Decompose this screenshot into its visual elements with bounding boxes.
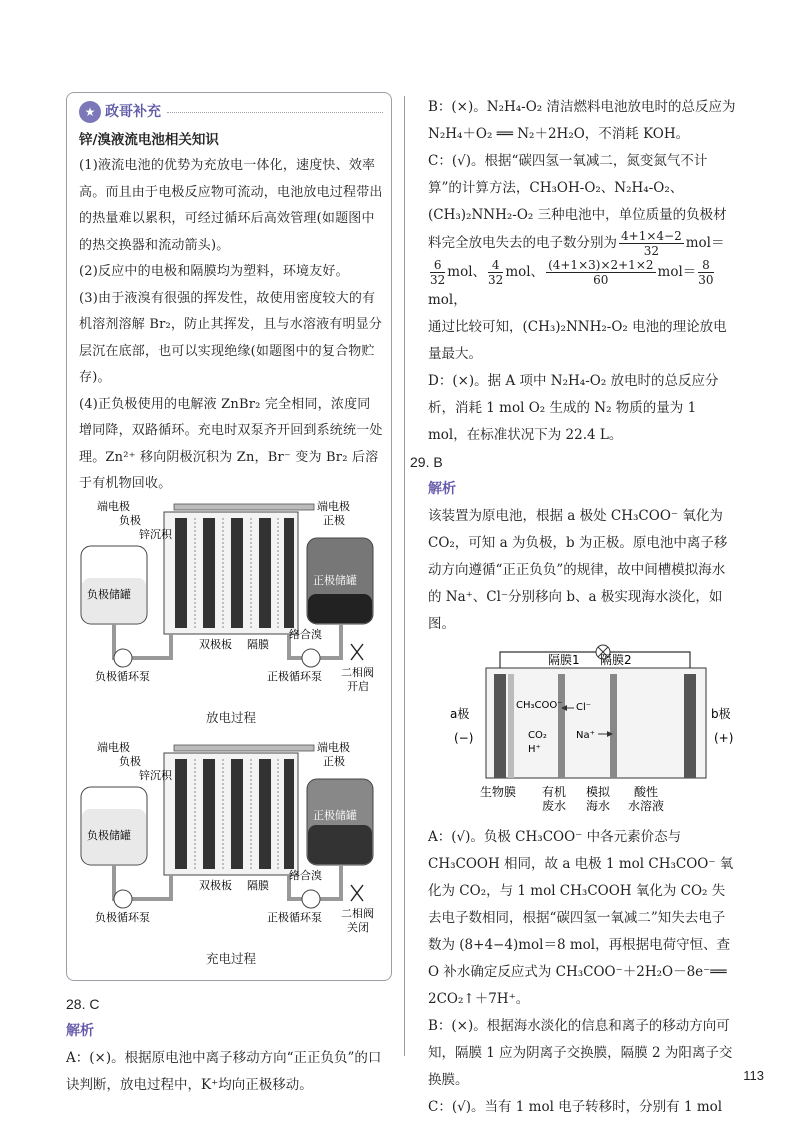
supplement-header: [79, 99, 383, 125]
q28-c-conclusion: 通过比较可知，(CH₃)₂NNH₂-O₂ 电池的理论放电量最大。: [428, 319, 727, 362]
charge-caption: 充电过程: [205, 950, 256, 966]
biofilm: [508, 674, 514, 778]
left-column: [66, 92, 392, 1099]
q28-option-d: D：(×)。据 A 项中 N₂H₄-O₂ 放电时的总反应分析，消耗 1 mol O₂ 生成的 N₂ 物质的量为 1 mol，在标准状况下为 22.4 L。: [428, 373, 719, 443]
star-icon: ★: [79, 101, 101, 123]
co2-label: CO₂: [528, 730, 547, 741]
fig2-label: 双极板: [199, 878, 232, 892]
acid-label-1: 酸性: [634, 785, 659, 799]
fig2-label: 正极循环泵: [267, 910, 322, 924]
q29-number: 29. B: [410, 454, 443, 470]
membrane-1: [558, 674, 565, 778]
fig1-label: 正极: [323, 513, 345, 527]
header-divider: [167, 112, 383, 113]
electrode-a: [494, 674, 506, 778]
a-pole-label: a极: [450, 707, 470, 721]
supplement-title: 政哥补充: [105, 103, 161, 120]
organic-label-1: 有机: [542, 785, 567, 799]
biofilm-label: 生物膜: [480, 785, 517, 799]
positive-pump-icon: [302, 890, 320, 908]
electrode-b: [684, 674, 696, 778]
fig1-label: 正极储罐: [313, 573, 357, 587]
q28-number: 28. C: [66, 995, 100, 1012]
q28-option-c: C：(√)。根据“碳四氢一氧减二，氮变氮气不计算”的计算方法，CH₃OH-O₂、N₂H₄-O₂、(CH₃)₂NNH₂-O₂ 三种电池中，单位质量的负极材料完全放电失去的电子数分别为 $\frac{4+1\times 4-2}{32}$ mol＝ $\frac{6}{32}$ mol、 $\frac{4}{32}$ mol、 $\frac{(4+1\times 3)\times 2+1\times 2}{60}$ mol＝ $\frac{8}{30}$ mol，: [428, 153, 727, 308]
fig1-label: 开启: [347, 679, 369, 693]
minus-label: (−): [454, 731, 474, 745]
acetate-label: CH₃COO⁻: [516, 700, 563, 711]
fig2-label: 端电极: [317, 740, 350, 754]
supplement-subtitle: 锌/溴液流电池相关知识: [79, 132, 219, 148]
fig1-label: 负极循环泵: [95, 669, 150, 683]
discharge-figure: [79, 498, 383, 731]
fig2-label: 正极: [323, 754, 345, 768]
membrane1-label: 隔膜1: [548, 653, 580, 667]
negative-pump-icon: [114, 649, 132, 667]
hplus-label: H⁺: [528, 744, 541, 755]
positive-pump-icon: [302, 649, 320, 667]
fig2-label: 锌沉积: [139, 768, 172, 782]
q29-option-c: C：(√)。当有 1 mol 电子转移时，分别有 1 mol: [428, 1099, 723, 1115]
desalination-diagram: [428, 638, 738, 814]
fig2-label: 负极储罐: [87, 828, 131, 842]
valve-icon: [351, 885, 363, 901]
fig1-label: 负极: [119, 513, 141, 527]
q29-jiexi: 解析: [428, 481, 456, 497]
sea-label-1: 模拟: [586, 785, 611, 799]
fig1-label: 负极储罐: [87, 587, 131, 601]
supplement-paragraph-2: (2)反应中的电极和隔膜均为塑料，环境友好。: [79, 264, 349, 279]
q28-c-text: C：(√)。根据“碳四氢一氧减二，氮变氮气不计算”的计算方法，CH₃OH-O₂、N₂H₄-O₂、(CH₃)₂NNH₂-O₂ 三种电池中，单位质量的负极材料完全放电失去的电子数分别为: [428, 153, 727, 251]
right-column: [410, 94, 738, 1121]
fig2-label: 正极储罐: [313, 808, 357, 822]
fig2-label: 二相阀: [341, 906, 374, 920]
question-28: [66, 991, 392, 1099]
plus-label: (+): [714, 731, 734, 745]
valve-icon: [351, 644, 363, 660]
membrane2-label: 隔膜2: [600, 653, 632, 667]
acid-label-2: 水溶液: [628, 799, 665, 813]
na-label: Na⁺: [576, 730, 595, 741]
fig1-label: 端电极: [317, 499, 350, 513]
fig2-label: 负极循环泵: [95, 910, 150, 924]
q28-jiexi: 解析: [66, 1022, 94, 1039]
charge-diagram: [79, 739, 379, 935]
fig2-label: 端电极: [97, 740, 130, 754]
q28-option-a: A：(×)。根据原电池中离子移动方向“正正负负”的口诀判断，放电过程中，K⁺均向正极移动。: [66, 1049, 382, 1093]
supplement-paragraph-1: (1)液流电池的优势为充放电一体化，速度快、效率高。而且由于电极反应物可流动，电池放电过程带出的热量难以累积，可经过循环后高效管理(如题图中的热交换器和流动箭头)。: [79, 158, 383, 253]
supplement-paragraph-4: (4)正负极使用的电解液 ZnBr₂ 完全相同，浓度同增同降，双路循环。充电时双泵齐开回到系统统一处理。Zn²⁺ 移向阴极沉积为 Zn，Br⁻ 变为 Br₂ 后溶于有机物回收。: [79, 396, 383, 491]
supplement-paragraph-3: (3)由于液溴有很强的挥发性，故使用密度较大的有机溶剂溶解 Br₂，防止其挥发，且与水溶液有明显分层沉在底部，也可以实现绝缘(如题图中的复合物贮存)。: [79, 290, 383, 385]
fig1-label: 双极板: [199, 637, 232, 651]
charge-figure: [79, 739, 383, 972]
fraction: $\frac{4}{32}$: [488, 258, 504, 287]
fig1-label: 二相阀: [341, 665, 374, 679]
discharge-diagram: [79, 498, 379, 694]
fig2-label: 关闭: [347, 920, 369, 934]
fraction: $\frac{(4+1\times 3)\times 2+1\times 2}{60}$: [548, 258, 654, 287]
fig2-label: 络合溴: [289, 868, 322, 882]
negative-pump-icon: [114, 890, 132, 908]
discharge-caption: 放电过程: [205, 709, 256, 725]
fig1-label: 端电极: [97, 499, 130, 513]
page-number: 113: [743, 1068, 764, 1083]
fig1-label: 隔膜: [247, 637, 269, 651]
column-divider: [404, 96, 405, 1056]
q28-option-b: B：(×)。N₂H₄-O₂ 清洁燃料电池放电时的总反应为 N₂H₄＋O₂ ══ N₂＋2H₂O，不消耗 KOH。: [428, 99, 736, 142]
q29-option-b: B：(×)。根据海水淡化的信息和离子的移动方向可知，隔膜 1 应为阴离子交换膜，隔膜 2 为阳离子交换膜。: [428, 1018, 733, 1088]
fig1-label: 正极循环泵: [267, 669, 322, 683]
supplement-box: [66, 92, 392, 981]
fig1-label: 络合溴: [289, 627, 322, 641]
q29-option-a: A：(√)。负极 CH₃COO⁻ 中各元素价态与 CH₃COOH 相同，故 a 电极 1 mol CH₃COO⁻ 氧化为 CO₂，与 1 mol CH₃COOH 氧化为 CO₂ 失去电子数相同，根据“碳四氢一氧减二”知失去电子数为 (8+4−4)mol＝8 mol，再根据电荷守恒、查 O 补水确定反应式为 CH₃COO⁻＋2H₂O－8e⁻══ 2CO₂↑＋7H⁺。: [428, 829, 734, 1007]
cl-label: Cl⁻: [576, 702, 592, 713]
desalination-figure: [428, 638, 738, 824]
fraction: $\frac{4+1\times 4-2}{32}$: [621, 229, 682, 258]
fig2-label: 负极: [119, 754, 141, 768]
fraction: $\frac{6}{32}$: [430, 258, 446, 287]
sea-label-2: 海水: [586, 799, 611, 813]
fraction: $\frac{8}{30}$: [698, 258, 714, 287]
organic-label-2: 废水: [542, 799, 567, 813]
b-pole-label: b极: [711, 707, 731, 721]
fig2-label: 隔膜: [247, 878, 269, 892]
fig1-label: 锌沉积: [139, 527, 172, 541]
q29-intro: 该装置为原电池，根据 a 极处 CH₃COO⁻ 氧化为 CO₂，可知 a 为负极，b 为正极。原电池中离子移动方向遵循“正正负负”的规律，故中间槽模拟海水的 Na⁺、Cl⁻分别移向 b、a 极实现海水淡化，如图。: [428, 508, 728, 632]
membrane-2: [610, 674, 617, 778]
